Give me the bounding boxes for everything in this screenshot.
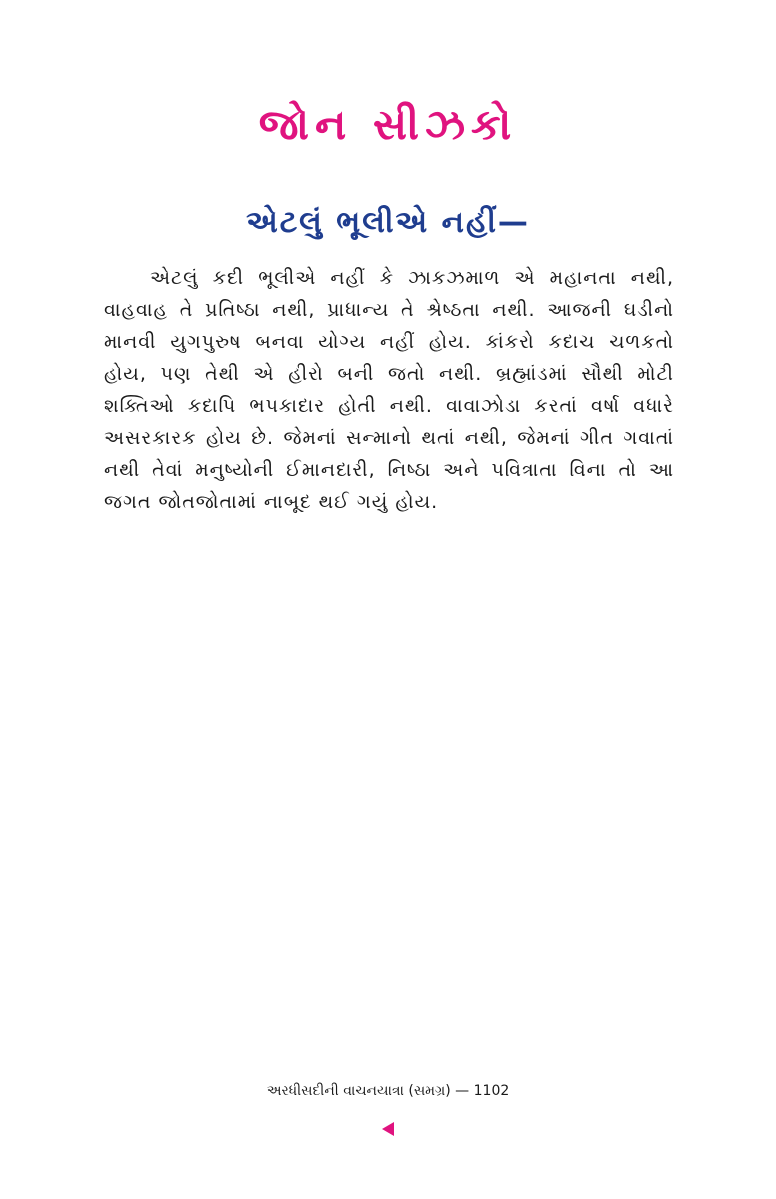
page-title: એટલું ભૂલીએ નહીં—	[246, 205, 530, 240]
previous-page-icon[interactable]	[382, 1122, 394, 1136]
author-name: જોન સીઝકો	[258, 100, 518, 149]
body-line: માનવી યુગપુરુષ બનવા યોગ્ય નહીં હોય. કાંકરો કદાચ ચળકતો	[104, 331, 674, 353]
body-line: અસરકારક હોય છે. જેમનાં સન્માનો થતાં નથી, જેમનાં ગીત ગવાતાં	[104, 427, 674, 449]
body-line: જગત જોતજોતામાં નાબૂદ થઈ ગયું હોય.	[104, 491, 439, 513]
body-line: એટલું કદી ભૂલીએ નહીં કે ઝાકઝમાળ એ મહાનતા નથી,	[150, 267, 674, 289]
body-line: શક્તિઓ કદાપિ ભપકાદાર હોતી નથી. વાવાઝોડા કરતાં વર્ષા વધારે	[104, 395, 674, 417]
body-paragraph	[104, 262, 674, 518]
body-line: વાહવાહ તે પ્રતિષ્ઠા નથી, પ્રાધાન્ય તે શ્રેષ્ઠતા નથી. આજની ઘડીનો	[104, 299, 674, 321]
body-line: હોય, પણ તેથી એ હીરો બની જતો નથી. બ્રહ્માંડમાં સૌથી મોટી	[104, 363, 674, 385]
page-footer: અરધીસદીની વાચનયાત્રા (સમગ્ર) — 1102	[266, 1083, 510, 1099]
body-line: નથી તેવાં મનુષ્યોની ઈમાનદારી, નિષ્ઠા અને પવિત્રાતા વિના તો આ	[104, 459, 674, 481]
